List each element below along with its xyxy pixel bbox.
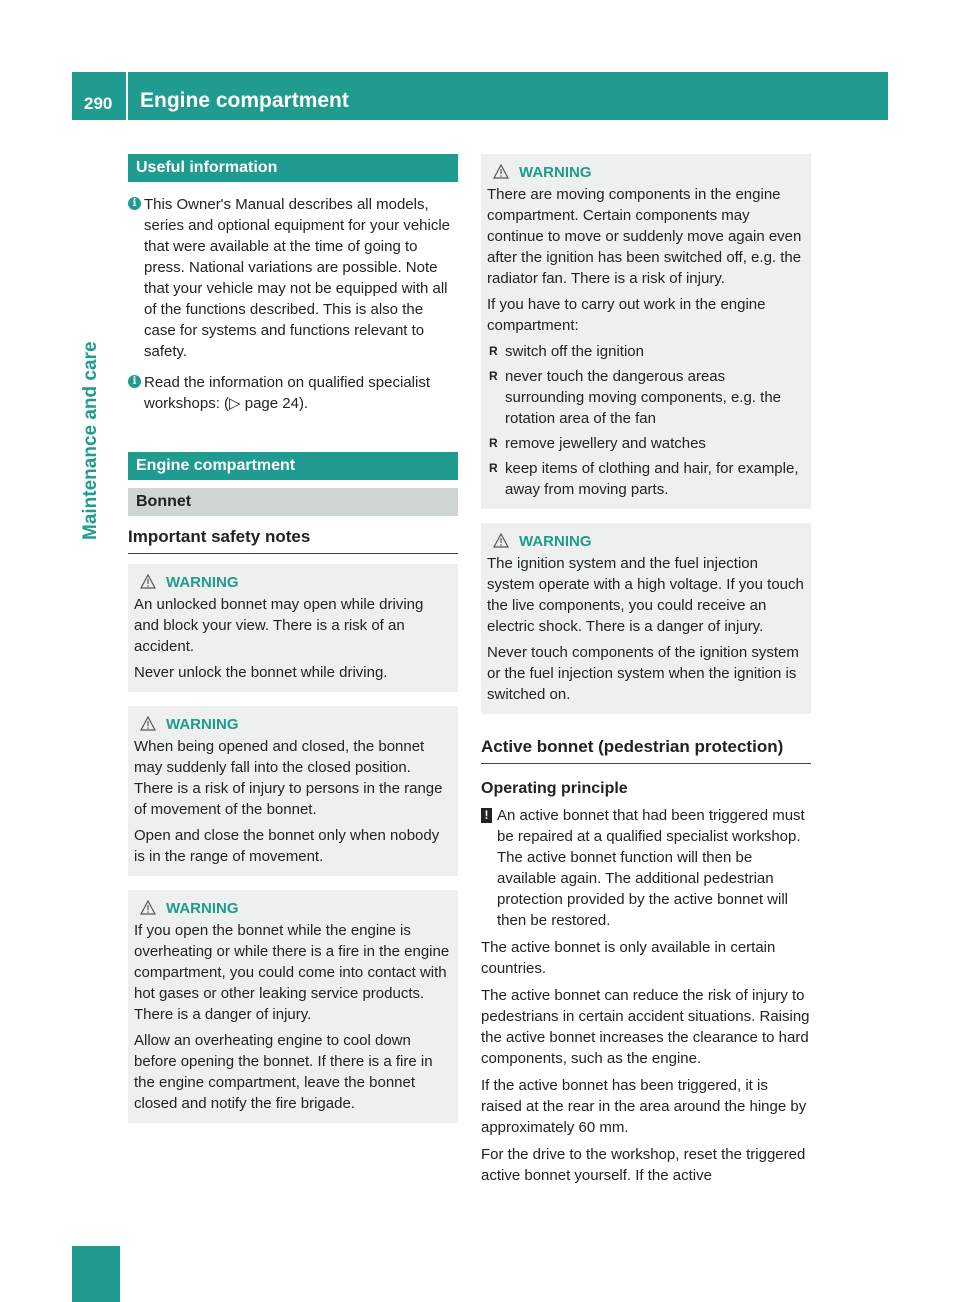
warning-text: Allow an overheating engine to cool down before opening the bonnet. If there is a fire in the engine compartment, leave the bonnet closed and notify the fire brigade. — [134, 1032, 433, 1112]
body-paragraph: The active bonnet is only available in certain countries. — [481, 939, 776, 977]
warning-title — [487, 162, 805, 184]
engine-compartment-heading: Engine compartment — [128, 452, 458, 480]
warning-text: When being opened and closed, the bonnet may suddenly fall into the closed position. There is a risk of injury to persons in the range of movement of the bonnet. — [134, 738, 443, 818]
warning-text: Never unlock the bonnet while driving. — [134, 664, 388, 681]
info-note — [128, 194, 458, 362]
info-note — [128, 372, 458, 414]
bullet-item — [487, 341, 805, 362]
info-text[interactable]: Read the information on qualified specialist workshops: (▷ page 24). — [144, 374, 431, 412]
page-number: 290 — [84, 94, 113, 113]
bullet-icon: R — [489, 461, 498, 475]
warning-box — [128, 706, 458, 876]
exclamation-icon: ! — [481, 808, 492, 823]
bullet-text: keep items of clothing and hair, for example, away from moving parts. — [505, 460, 799, 498]
info-icon: i — [128, 197, 141, 210]
bullet-text: switch off the ignition — [505, 343, 644, 360]
warning-text: The ignition system and the fuel injection system operate with a high voltage. If you touch the live components, you could receive an electric shock. There is a danger of injury. — [487, 555, 804, 635]
warning-text: Open and close the bonnet only when nobody is in the range of movement. — [134, 827, 440, 865]
side-tab-marker — [72, 1246, 120, 1302]
warning-triangle-icon — [140, 716, 156, 731]
body-paragraph: For the drive to the workshop, reset the triggered active bonnet yourself. If the active — [481, 1146, 806, 1184]
left-column — [128, 154, 458, 1123]
bullet-item — [487, 458, 805, 500]
warning-label: WARNING — [166, 900, 239, 917]
warning-box — [128, 890, 458, 1123]
safety-notes-heading: Important safety notes — [128, 526, 458, 554]
bullet-icon: R — [489, 344, 498, 358]
side-tab-label: Maintenance and care — [80, 341, 101, 540]
body-paragraph: If the active bonnet has been triggered, it is raised at the rear in the area around the hinge by approximately 60 mm. — [481, 1077, 807, 1136]
warning-label: WARNING — [519, 533, 592, 550]
warning-triangle-icon — [493, 164, 509, 179]
bullet-text: remove jewellery and watches — [505, 435, 706, 452]
header-divider — [126, 72, 128, 120]
warning-text: There are moving components in the engine compartment. Certain components may continue to move or suddenly move again even after the ignition has been switched off, e.g. the radiator fan. There is a risk of injury. — [487, 186, 802, 287]
active-bonnet-heading: Active bonnet (pedestrian protection) — [481, 736, 811, 764]
page-title: Engine compartment — [140, 89, 349, 112]
info-text: This Owner's Manual describes all models, series and optional equipment for your vehicle that were available at the time of going to press. National variations are possible. Note that your vehicle may not be equipped with all of the functions described. This is also the case for systems and functions relevant to safety. — [144, 196, 451, 360]
warning-title — [487, 531, 805, 553]
warning-label: WARNING — [166, 716, 239, 733]
caution-text: An active bonnet that had been triggered must be repaired at a qualified specialist workshop. The active bonnet function will then be available again. The additional pedestrian protection provided by the active bonnet will then be restored. — [497, 807, 805, 929]
bullet-icon: R — [489, 436, 498, 450]
warning-text: Never touch components of the ignition system or the fuel injection system when the ignition is switched on. — [487, 644, 799, 703]
warning-triangle-icon — [140, 574, 156, 589]
useful-info-heading: Useful information — [128, 154, 458, 182]
bullet-item — [487, 433, 805, 454]
warning-box — [481, 523, 811, 714]
warning-label: WARNING — [166, 574, 239, 591]
caution-note — [481, 805, 811, 931]
operating-principle-heading: Operating principle — [481, 780, 628, 797]
info-icon: i — [128, 375, 141, 388]
warning-box — [128, 564, 458, 692]
bonnet-heading: Bonnet — [128, 488, 458, 516]
warning-box — [481, 154, 811, 509]
warning-text: If you open the bonnet while the engine is overheating or while there is a fire in the engine compartment, you could come into contact with hot gases or other leaking service products. There is a danger of injury. — [134, 922, 450, 1023]
body-paragraph: The active bonnet can reduce the risk of injury to pedestrians in certain accident situations. Raising the active bonnet increases the clearance to hard components, such as the engine. — [481, 987, 810, 1067]
warning-title — [134, 572, 452, 594]
warning-triangle-icon — [493, 533, 509, 548]
bullet-item — [487, 366, 805, 429]
right-column — [481, 154, 811, 1186]
warning-label: WARNING — [519, 164, 592, 181]
warning-triangle-icon — [140, 900, 156, 915]
page-header — [72, 72, 888, 120]
bullet-icon: R — [489, 369, 498, 383]
warning-text: An unlocked bonnet may open while driving and block your view. There is a risk of an accident. — [134, 596, 424, 655]
bullet-text: never touch the dangerous areas surrounding moving components, e.g. the rotation area of the fan — [505, 368, 781, 427]
warning-title — [134, 898, 452, 920]
warning-title — [134, 714, 452, 736]
warning-text: If you have to carry out work in the engine compartment: — [487, 296, 766, 334]
